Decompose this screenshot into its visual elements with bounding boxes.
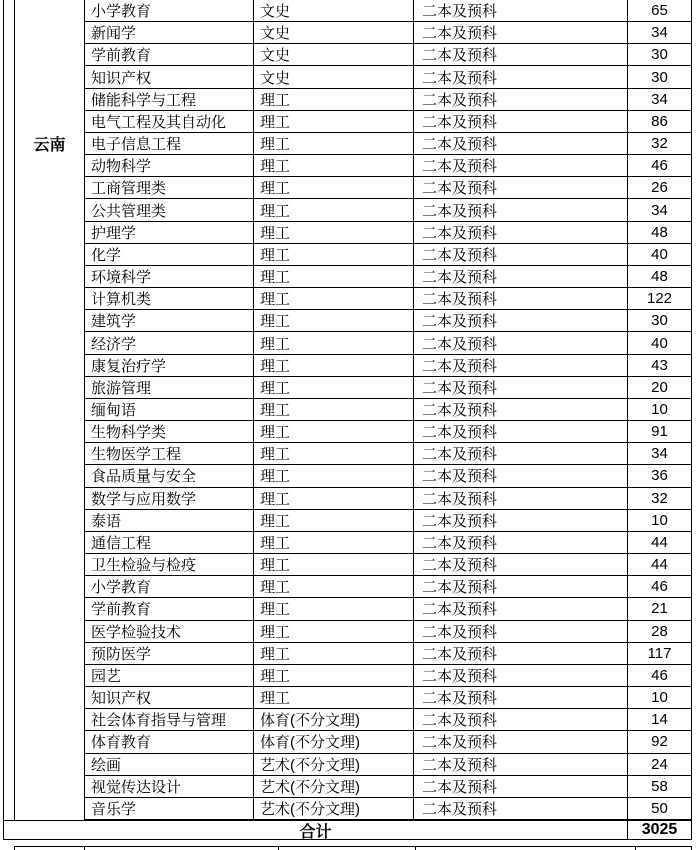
batch-cell: 二本及预科 — [414, 244, 628, 265]
table-row — [85, 465, 692, 487]
category-cell: 艺术(不分文理) — [254, 754, 414, 775]
table-row — [85, 0, 692, 22]
count-cell: 10 — [628, 687, 692, 708]
count-cell: 34 — [628, 22, 692, 43]
table-row — [85, 44, 692, 66]
major-cell: 绘画 — [85, 754, 254, 775]
table-row — [85, 731, 692, 753]
major-cell: 体育教育 — [85, 731, 254, 752]
major-cell: 动物科学 — [85, 155, 254, 176]
count-cell: 92 — [628, 731, 692, 752]
category-cell: 理工 — [254, 133, 414, 154]
category-cell: 理工 — [254, 355, 414, 376]
count-cell: 30 — [628, 66, 692, 87]
next-row-border-stub — [691, 846, 692, 850]
batch-cell: 二本及预科 — [414, 665, 628, 686]
category-cell: 理工 — [254, 465, 414, 486]
major-cell: 工商管理类 — [85, 177, 254, 198]
major-cell: 食品质量与安全 — [85, 465, 254, 486]
batch-cell: 二本及预科 — [414, 576, 628, 597]
major-cell: 旅游管理 — [85, 377, 254, 398]
major-cell: 学前教育 — [85, 598, 254, 619]
major-cell: 公共管理类 — [85, 199, 254, 220]
category-cell: 理工 — [254, 199, 414, 220]
major-cell: 视觉传达设计 — [85, 776, 254, 797]
major-cell: 康复治疗学 — [85, 355, 254, 376]
table-row — [85, 709, 692, 731]
category-cell: 理工 — [254, 111, 414, 132]
next-row-border-stub — [635, 846, 636, 850]
category-cell: 理工 — [254, 598, 414, 619]
table-row — [85, 89, 692, 111]
major-cell: 小学教育 — [85, 0, 254, 21]
category-cell: 理工 — [254, 177, 414, 198]
major-cell: 储能科学与工程 — [85, 89, 254, 110]
table-row — [85, 288, 692, 310]
count-cell: 58 — [628, 776, 692, 797]
category-cell: 理工 — [254, 621, 414, 642]
major-cell: 建筑学 — [85, 310, 254, 331]
table-row — [85, 798, 692, 820]
major-cell: 生物科学类 — [85, 421, 254, 442]
count-cell: 117 — [628, 643, 692, 664]
category-cell: 体育(不分文理) — [254, 709, 414, 730]
batch-cell: 二本及预科 — [414, 488, 628, 509]
batch-cell: 二本及预科 — [414, 133, 628, 154]
category-cell: 理工 — [254, 554, 414, 575]
next-row-top-border — [14, 846, 692, 847]
batch-cell: 二本及预科 — [414, 709, 628, 730]
category-cell: 艺术(不分文理) — [254, 776, 414, 797]
batch-cell: 二本及预科 — [414, 621, 628, 642]
batch-cell: 二本及预科 — [414, 399, 628, 420]
count-cell: 46 — [628, 576, 692, 597]
batch-cell: 二本及预科 — [414, 510, 628, 531]
table-row — [85, 532, 692, 554]
batch-cell: 二本及预科 — [414, 0, 628, 21]
count-cell: 14 — [628, 709, 692, 730]
batch-cell: 二本及预科 — [414, 421, 628, 442]
table-row — [85, 399, 692, 421]
major-cell: 数学与应用数学 — [85, 488, 254, 509]
batch-cell: 二本及预科 — [414, 798, 628, 819]
major-cell: 泰语 — [85, 510, 254, 531]
batch-cell: 二本及预科 — [414, 44, 628, 65]
next-row-border-stub — [84, 846, 85, 850]
category-cell: 理工 — [254, 377, 414, 398]
major-cell: 电子信息工程 — [85, 133, 254, 154]
next-row-border-stub — [278, 846, 279, 850]
count-cell: 65 — [628, 0, 692, 21]
table-row — [85, 598, 692, 620]
count-cell: 30 — [628, 310, 692, 331]
table-row — [85, 443, 692, 465]
batch-cell: 二本及预科 — [414, 89, 628, 110]
batch-cell: 二本及预科 — [414, 443, 628, 464]
major-cell: 化学 — [85, 244, 254, 265]
major-cell: 知识产权 — [85, 66, 254, 87]
batch-cell: 二本及预科 — [414, 266, 628, 287]
batch-cell: 二本及预科 — [414, 355, 628, 376]
table-row — [85, 554, 692, 576]
count-cell: 34 — [628, 199, 692, 220]
category-cell: 理工 — [254, 665, 414, 686]
count-cell: 44 — [628, 532, 692, 553]
count-cell: 32 — [628, 133, 692, 154]
total-value: 3025 — [641, 821, 678, 838]
count-cell: 20 — [628, 377, 692, 398]
batch-cell: 二本及预科 — [414, 222, 628, 243]
count-cell: 48 — [628, 266, 692, 287]
count-cell: 40 — [628, 332, 692, 353]
category-cell: 理工 — [254, 222, 414, 243]
table-row — [85, 177, 692, 199]
category-cell: 理工 — [254, 288, 414, 309]
batch-cell: 二本及预科 — [414, 377, 628, 398]
batch-cell: 二本及预科 — [414, 66, 628, 87]
count-cell: 36 — [628, 465, 692, 486]
count-cell: 46 — [628, 665, 692, 686]
category-cell: 理工 — [254, 443, 414, 464]
category-cell: 体育(不分文理) — [254, 731, 414, 752]
batch-cell: 二本及预科 — [414, 776, 628, 797]
major-cell: 计算机类 — [85, 288, 254, 309]
category-cell: 理工 — [254, 421, 414, 442]
count-cell: 28 — [628, 621, 692, 642]
table-body — [14, 0, 692, 820]
table-row — [85, 199, 692, 221]
major-cell: 园艺 — [85, 665, 254, 686]
major-cell: 卫生检验与检疫 — [85, 554, 254, 575]
table-row — [85, 687, 692, 709]
count-cell: 21 — [628, 598, 692, 619]
category-cell: 理工 — [254, 687, 414, 708]
major-cell: 环境科学 — [85, 266, 254, 287]
count-cell: 24 — [628, 754, 692, 775]
category-cell: 理工 — [254, 532, 414, 553]
table-row — [85, 266, 692, 288]
category-cell: 理工 — [254, 488, 414, 509]
batch-cell: 二本及预科 — [414, 554, 628, 575]
category-cell: 文史 — [254, 0, 414, 21]
batch-cell: 二本及预科 — [414, 465, 628, 486]
major-cell: 护理学 — [85, 222, 254, 243]
batch-cell: 二本及预科 — [414, 111, 628, 132]
category-cell: 理工 — [254, 244, 414, 265]
major-cell: 音乐学 — [85, 798, 254, 819]
category-cell: 理工 — [254, 89, 414, 110]
table-row — [85, 22, 692, 44]
province-label: 云南 — [33, 137, 66, 154]
count-cell: 91 — [628, 421, 692, 442]
table-row — [85, 133, 692, 155]
major-cell: 学前教育 — [85, 44, 254, 65]
batch-cell: 二本及预科 — [414, 598, 628, 619]
count-cell: 26 — [628, 177, 692, 198]
table-row — [85, 621, 692, 643]
major-cell: 知识产权 — [85, 687, 254, 708]
major-cell: 医学检验技术 — [85, 621, 254, 642]
batch-cell: 二本及预科 — [414, 532, 628, 553]
count-cell: 32 — [628, 488, 692, 509]
major-cell: 电气工程及其自动化 — [85, 111, 254, 132]
table-row — [85, 510, 692, 532]
count-cell: 10 — [628, 510, 692, 531]
major-cell: 生物医学工程 — [85, 443, 254, 464]
major-cell: 通信工程 — [85, 532, 254, 553]
total-row — [3, 820, 692, 840]
table-row — [85, 222, 692, 244]
major-cell: 缅甸语 — [85, 399, 254, 420]
major-cell: 经济学 — [85, 332, 254, 353]
table-row — [85, 643, 692, 665]
table-row — [85, 488, 692, 510]
batch-cell: 二本及预科 — [414, 155, 628, 176]
table-row — [85, 66, 692, 88]
batch-cell: 二本及预科 — [414, 687, 628, 708]
category-cell: 文史 — [254, 44, 414, 65]
table-row — [85, 332, 692, 354]
batch-cell: 二本及预科 — [414, 199, 628, 220]
table-row — [85, 754, 692, 776]
category-cell: 理工 — [254, 310, 414, 331]
outer-left-border — [3, 0, 4, 820]
province-cell — [14, 0, 85, 820]
count-cell: 122 — [628, 288, 692, 309]
total-label: 合计 — [4, 821, 628, 839]
table-row — [85, 776, 692, 798]
count-cell: 46 — [628, 155, 692, 176]
count-cell: 86 — [628, 111, 692, 132]
category-cell: 理工 — [254, 510, 414, 531]
count-cell: 34 — [628, 443, 692, 464]
category-cell: 理工 — [254, 332, 414, 353]
batch-cell: 二本及预科 — [414, 643, 628, 664]
count-cell: 10 — [628, 399, 692, 420]
category-cell: 理工 — [254, 399, 414, 420]
batch-cell: 二本及预科 — [414, 754, 628, 775]
count-cell: 43 — [628, 355, 692, 376]
category-cell: 理工 — [254, 266, 414, 287]
table-row — [85, 377, 692, 399]
category-cell: 理工 — [254, 155, 414, 176]
category-cell: 文史 — [254, 22, 414, 43]
count-cell: 48 — [628, 222, 692, 243]
category-cell: 艺术(不分文理) — [254, 798, 414, 819]
major-cell: 预防医学 — [85, 643, 254, 664]
table-row — [85, 421, 692, 443]
table-row — [85, 665, 692, 687]
count-cell: 34 — [628, 89, 692, 110]
batch-cell: 二本及预科 — [414, 288, 628, 309]
batch-cell: 二本及预科 — [414, 731, 628, 752]
table-row — [85, 155, 692, 177]
next-row-border-stub — [14, 846, 15, 850]
major-cell: 小学教育 — [85, 576, 254, 597]
table-row — [85, 244, 692, 266]
category-cell: 理工 — [254, 576, 414, 597]
batch-cell: 二本及预科 — [414, 22, 628, 43]
batch-cell: 二本及预科 — [414, 310, 628, 331]
batch-cell: 二本及预科 — [414, 177, 628, 198]
major-cell: 新闻学 — [85, 22, 254, 43]
category-cell: 文史 — [254, 66, 414, 87]
batch-cell: 二本及预科 — [414, 332, 628, 353]
count-cell: 30 — [628, 44, 692, 65]
category-cell: 理工 — [254, 643, 414, 664]
count-cell: 44 — [628, 554, 692, 575]
count-cell: 50 — [628, 798, 692, 819]
table-row — [85, 310, 692, 332]
table-rows — [85, 0, 692, 820]
table-row — [85, 355, 692, 377]
next-row-border-stub — [415, 846, 416, 850]
table-row — [85, 111, 692, 133]
count-cell: 40 — [628, 244, 692, 265]
major-cell: 社会体育指导与管理 — [85, 709, 254, 730]
table-row — [85, 576, 692, 598]
